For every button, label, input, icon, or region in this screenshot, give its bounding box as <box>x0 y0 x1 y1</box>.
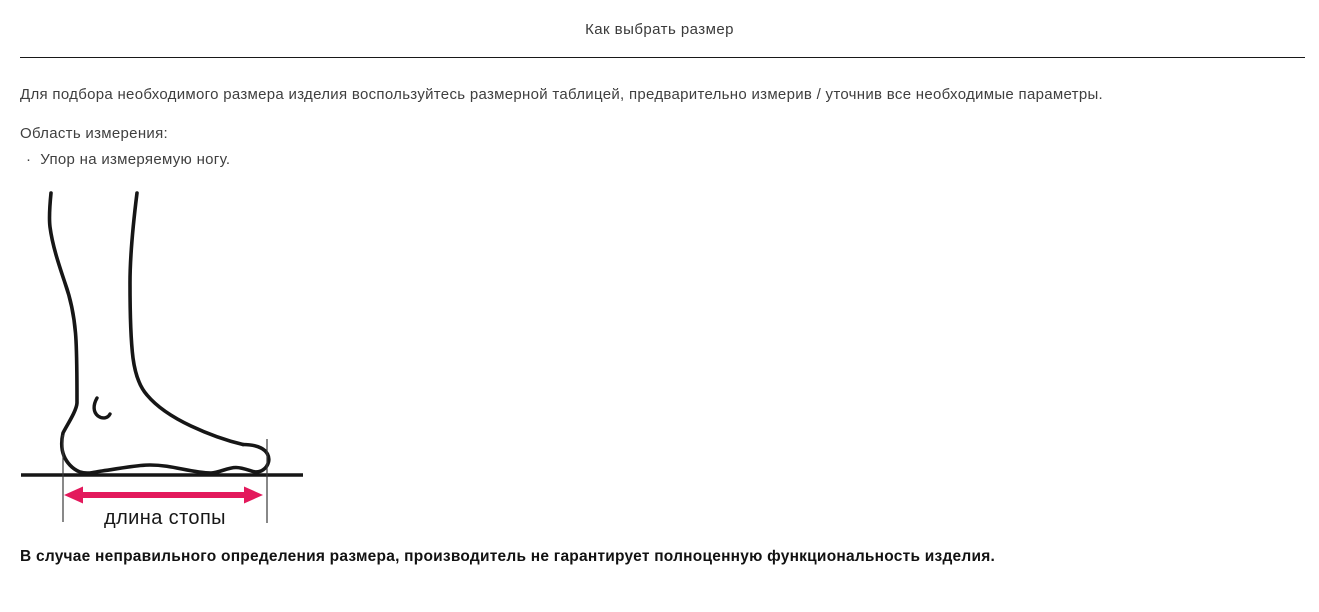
ankle-mark <box>94 398 110 418</box>
measurement-list <box>26 151 1299 168</box>
size-disclaimer: В случае неправильного определения размера, производитель не гарантирует полноценную функциональность изделия. <box>20 548 996 565</box>
page-title: Как выбрать размер <box>585 21 734 38</box>
foot-length-label: длина стопы <box>104 507 226 529</box>
intro-text: Для подбора необходимого размера изделия воспользуйтесь размерной таблицей, предварительно измерив / уточнив все необходимые параметры. <box>20 86 1104 103</box>
bottom-spacer <box>0 566 1319 612</box>
bullet-dot-icon: · <box>26 151 32 168</box>
list-item-label: Упор на измеряемую ногу. <box>40 151 231 168</box>
foot-length-diagram <box>10 190 320 534</box>
measurement-area-heading: Область измерения: <box>20 125 168 142</box>
foot-drawing-icon <box>10 190 316 525</box>
list-item <box>26 151 1299 168</box>
foot-outline-right <box>130 193 243 445</box>
foot-outline-left <box>49 193 268 473</box>
foot-length-arrow-right-head <box>244 487 263 504</box>
foot-length-arrow-left-head <box>64 487 83 504</box>
divider <box>20 57 1305 58</box>
